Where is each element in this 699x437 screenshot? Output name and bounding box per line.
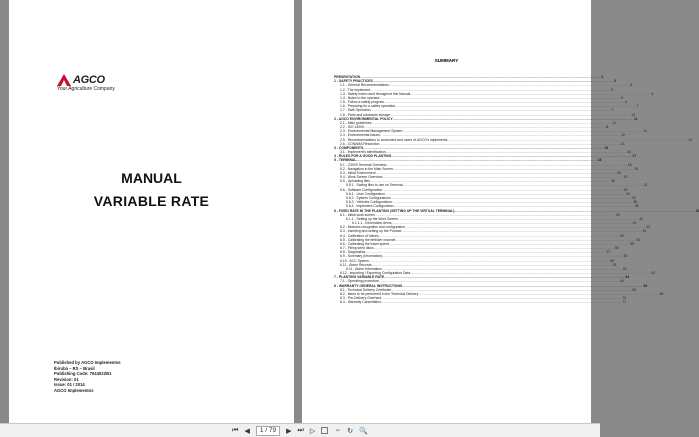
- toc-page-number: 20: [623, 175, 628, 180]
- toc-title: 6.1 - Initial work screen: [340, 212, 375, 217]
- toc-page-number: 5: [613, 79, 616, 84]
- toc-page-number: 43: [646, 225, 651, 230]
- toc-page-number: 69: [643, 283, 648, 288]
- toc-page-number: 49: [619, 233, 624, 238]
- toc-page-number: 12: [688, 137, 693, 142]
- toc-title: 2.6 - CONAMA Resolution: [340, 141, 380, 146]
- toc-page-number: 7: [611, 108, 614, 113]
- toc-title: 5.2 - Navigation in the Main Screen: [340, 166, 393, 171]
- toc-title: 6.1.1.1 - Information items: [352, 221, 392, 226]
- toc-page-number: 20: [616, 170, 621, 175]
- pdf-toolbar: [0, 423, 600, 437]
- pub-line: AGCO Implementos: [54, 387, 94, 393]
- toc-title: 3.1 - Implement's identification: [340, 150, 386, 155]
- toc-page-number: 64: [625, 275, 630, 280]
- agco-logo: [57, 74, 115, 92]
- toc-page-number: 5: [611, 87, 614, 92]
- last-page-icon[interactable]: ⏭: [297, 426, 304, 434]
- cover-page: [9, 0, 294, 423]
- toc-title: 3 - COMPONENTS: [334, 145, 364, 150]
- toc-title: 7 - PLANTING VARIABLE RATE: [334, 275, 385, 280]
- pub-line: Ibirubá – RS – Brasil: [54, 365, 95, 371]
- toc-title: 6.1.1 - Setting up the Work Screen: [346, 216, 398, 221]
- toc-title: 8 - WARRANTY GENERAL INSTRUCTIONS: [334, 283, 403, 288]
- toc-page-number: 34: [631, 195, 636, 200]
- toc-page-number: 56: [614, 246, 619, 251]
- toc-page-number: 62: [651, 271, 656, 276]
- toc-page-number: 59: [623, 254, 628, 259]
- toc-page-number: 13: [620, 141, 625, 146]
- toc-page-number: 19: [634, 166, 638, 171]
- toc-page-number: 6: [625, 100, 628, 105]
- rotate-icon[interactable]: ↻: [347, 427, 354, 435]
- toc-page-number: 30: [611, 179, 615, 184]
- toc-title: 6.12 - Importing / Exporting Configuration Data: [340, 271, 411, 276]
- toc-page-number: 69: [632, 287, 637, 292]
- toc-page-number: 61: [623, 266, 627, 271]
- page-number-input[interactable]: 1 / 79: [256, 426, 280, 436]
- toc-title: 6 - FIXED RATE IN THE PLANTING (SETTING UP THE VIRTUAL TERMINAL): [334, 208, 455, 213]
- toc-page-number: 44: [642, 229, 647, 234]
- logo-brand: AGCO: [73, 74, 105, 86]
- toc-title: 6.6 - Calibrating the travel speed: [340, 241, 390, 246]
- toc-page-number: 38: [634, 204, 639, 209]
- toc-page-number: 36: [633, 200, 637, 205]
- toc-page-number: 33: [623, 187, 628, 192]
- toc-page-number: 11: [605, 125, 609, 130]
- toc-page-number: 16: [626, 150, 631, 155]
- toc-title: 1.6 - Preparing for a safety operation: [340, 104, 396, 109]
- toc-page-number: 11: [633, 116, 638, 121]
- toc-title: 6.7 - Filling seed discs: [340, 246, 374, 251]
- toc-page-number: 12: [621, 133, 625, 138]
- toc-page-number: 55: [630, 241, 635, 246]
- toc-title: 8.3 - Pre-Delivery Overhaul: [340, 296, 382, 301]
- logo-tagline: Your Agriculture Company: [57, 86, 115, 92]
- toc-title: 8.2 - Items to be performed in the Technical Delivery: [340, 291, 419, 296]
- toc-title: PRESENTATION: [334, 75, 361, 79]
- toc-page-number: 69: [659, 291, 664, 296]
- toc-page-number: 40: [695, 208, 699, 213]
- toc-title: 6.4 - Calibration of Valves: [340, 233, 379, 238]
- toc-page-number: 61: [612, 262, 617, 267]
- toc-title: 7.1 - Operating procedure: [340, 279, 379, 284]
- prev-page-icon[interactable]: ◀: [244, 427, 250, 435]
- fit-width-icon[interactable]: ⇔: [334, 427, 342, 434]
- toc-title: 6.9 - Summary (Information): [340, 254, 383, 259]
- pub-line: Revision: 01: [54, 376, 79, 382]
- toc-title: 6.11 - Alarm Information: [346, 266, 382, 271]
- toc-title: 6.10 - ACC System: [340, 258, 369, 263]
- pub-line: Publishing Code: 704402ZB1: [54, 371, 112, 377]
- toc-title: 5 - TERMINAL: [334, 158, 357, 163]
- toc-page-number: 17: [632, 154, 637, 159]
- toc-page-number: 10: [631, 112, 635, 117]
- toc-title: 5.6.3 - Vehicles Configurations: [346, 200, 392, 205]
- toc-title: 5.6 - Software Configuration: [340, 187, 383, 192]
- play-icon[interactable]: ▷: [309, 427, 316, 435]
- toc-title: 1 - SAFETY PRACTICES: [334, 79, 373, 84]
- fit-page-icon[interactable]: [321, 427, 328, 434]
- toc-page-number: 15: [604, 145, 609, 150]
- toc-title: 2.5 - Recommendations to customers and users of AGCO's implements: [340, 137, 448, 142]
- toc-title: 5.4 - Work Screen Overview: [340, 175, 383, 180]
- toc-page-number: 7: [636, 104, 639, 109]
- agco-triangle-icon: [57, 74, 71, 86]
- table-of-contents: [334, 75, 699, 305]
- pub-line: Issue: 01 / 2014: [54, 382, 85, 388]
- toc-page-number: 40: [616, 212, 620, 217]
- toc-title: 6.11 - Alarm Records: [340, 262, 372, 267]
- toc-title: 1.5 - Follow a safety program: [340, 100, 384, 105]
- summary-page: [302, 0, 699, 423]
- toc-title: 6.3 - Inserting and setting up the Product: [340, 229, 402, 234]
- manual-title-line2: VARIABLE RATE: [93, 193, 210, 209]
- toc-title: 2.4 - Environmental issues: [340, 133, 380, 138]
- toc-title: 5.5 - Uploading files: [340, 179, 370, 184]
- toc-page-number: 51: [636, 237, 641, 242]
- toc-page-number: 41: [632, 221, 637, 226]
- toc-page-number: 3: [601, 75, 604, 79]
- next-page-icon[interactable]: ▶: [286, 427, 292, 435]
- toc-title: 1.4 - Notes to the operator: [340, 95, 380, 100]
- toc-title: 2.3 - Environmental Management System: [340, 129, 403, 134]
- toc-page-number: 57: [606, 250, 611, 255]
- toc-title: 2 - AGCO ENVIRONMENTAL POLICY: [334, 116, 393, 121]
- toc-title: 8.1 - Technical Delivery Certificate: [340, 287, 392, 292]
- toc-page-number: 33: [626, 191, 630, 196]
- zoom-icon[interactable]: 🔍: [359, 427, 368, 435]
- toc-page-number: 59: [610, 258, 614, 263]
- toc-title: 5.6.1 - User Configuration: [346, 191, 385, 196]
- pub-line: Published by AGCO Implementos: [54, 360, 121, 365]
- toc-title: 1.7 - Safe Operation: [340, 108, 371, 113]
- toc-page-number: 31: [643, 183, 648, 188]
- toc-page-number: 71: [622, 300, 626, 305]
- toc-title: 5.5.1 - Saving files to use on Terminal: [346, 183, 403, 188]
- toc-title: 1.1 - General Recommendations: [340, 83, 390, 88]
- manual-title-line1: MANUAL: [121, 170, 182, 186]
- toc-title: 5.6.4 - Implement Configuration: [346, 204, 394, 209]
- toc-title: 1.8 - Parts and lubricants storage: [340, 112, 390, 117]
- toc-title: 6.5 - Calibrating the fertilizer channel: [340, 237, 396, 242]
- toc-title: 1.3 - Safety notes used throughout this Manual: [340, 91, 411, 96]
- toc-title: 6.8 - Diagnostics: [340, 250, 366, 255]
- toc-page-number: 5: [630, 83, 633, 88]
- publication-info: [54, 360, 121, 394]
- toc-row[interactable]: [334, 300, 626, 305]
- toc-page-number: 6: [651, 91, 654, 96]
- toc-title: 5.1 - C3000 Terminal Overview: [340, 162, 387, 167]
- summary-heading: SUMMARY: [434, 58, 459, 63]
- toc-page-number: 18: [597, 158, 602, 163]
- toc-page-number: 11: [643, 129, 648, 134]
- toc-page-number: 70: [622, 296, 627, 301]
- toc-page-number: 6: [620, 95, 623, 100]
- toc-title: 1.2 - The implement: [340, 87, 371, 92]
- toc-page-number: 40: [639, 216, 643, 221]
- toc-title: 5.3 - Initial Environment: [340, 170, 376, 175]
- toc-title: 4 - RULES FOR A GOOD PLANTING: [334, 154, 392, 159]
- toc-title: 2.2 - ISO 14000: [340, 125, 364, 130]
- toc-page-number: 18: [627, 162, 632, 167]
- toc-leader-dots: [381, 300, 621, 304]
- toc-page-number: 64: [620, 279, 624, 284]
- toc-title: 2.1 - Main guidelines: [340, 120, 372, 125]
- toc-title: 8.4 - Warranty Cancellation: [340, 300, 381, 305]
- toc-page-number: 11: [612, 120, 617, 125]
- toc-title: 6.2 - Modules recognition and configuration: [340, 225, 406, 230]
- first-page-icon[interactable]: ⏮: [232, 426, 239, 434]
- toc-title: 5.6.2 - System Configurations: [346, 195, 391, 200]
